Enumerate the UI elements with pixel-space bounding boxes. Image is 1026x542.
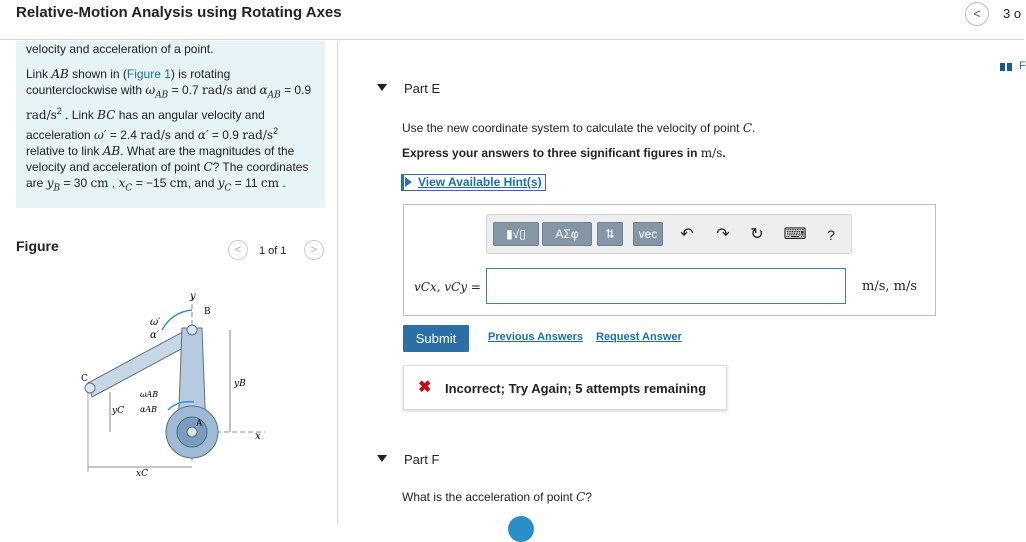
label-c: C — [81, 374, 88, 384]
answer-box — [403, 204, 936, 316]
greek-symbols-button[interactable]: ΑΣφ — [542, 222, 592, 246]
reset-icon[interactable]: ↻ — [750, 226, 764, 243]
redo-icon[interactable]: ↷ — [716, 226, 730, 243]
pin-c — [85, 383, 95, 393]
part-e-toggle-icon[interactable] — [377, 84, 387, 91]
problem-text: Link AB shown in (Figure 1) is rotating counterclockwise with $\omega_{AB} = 0.7$ rad/s and $\alpha_{AB} = 0.9$ rad/$s^2$ . Link BC has an angular velocity and acceleration ω′ = 2.4 rad/s and α′ = 0.9 rad/$s^2$ relative to link AB. What are the magnitudes of the velocity and acceleration of point C? The coordinates are $y_B = 30$ cm , $x_C = -15$ cm, and $y_C = 11$ cm . — [26, 67, 312, 194]
error-x-icon: ✖ — [418, 379, 432, 396]
label-x: x — [255, 431, 261, 442]
chevron-left-icon[interactable]: < — [965, 2, 989, 26]
part-e-title[interactable]: Part E — [404, 81, 441, 96]
keyboard-icon[interactable]: ⌨ — [783, 226, 807, 243]
answer-variable-label: vCx, vCy = — [414, 280, 481, 294]
label-alpha-ab: αAB — [140, 405, 158, 414]
side-panel-label[interactable]: F — [1019, 60, 1026, 72]
label-b: B — [204, 307, 211, 317]
header-bar — [0, 0, 1024, 40]
figure-heading: Figure — [16, 238, 59, 254]
page-title: Relative-Motion Analysis using Rotating Axes — [16, 4, 342, 21]
figure-counter: 1 of 1 — [259, 245, 287, 257]
request-answer-link[interactable]: Request Answer — [596, 331, 682, 343]
undo-icon[interactable]: ↶ — [680, 226, 694, 243]
label-omega-ab: ωAB — [140, 390, 159, 399]
part-f-question: What is the acceleration of point C? — [402, 490, 592, 504]
answer-units: m/s, m/s — [862, 279, 918, 294]
label-omega-prime: ω′ — [150, 317, 161, 328]
arrows-button[interactable]: ⇅ — [597, 222, 623, 246]
answer-input[interactable] — [486, 268, 846, 304]
label-yb: yB — [234, 379, 246, 389]
part-f-title[interactable]: Part F — [404, 452, 440, 467]
label-alpha-prime: α′ — [150, 330, 160, 341]
label-y: y — [190, 291, 196, 302]
problem-intro: velocity and acceleration of a point. — [26, 42, 214, 56]
figure-link[interactable]: Figure 1 — [126, 67, 171, 81]
page-counter: 3 o — [1003, 6, 1022, 21]
mechanism-figure — [70, 282, 290, 482]
part-e-instruction: Use the new coordinate system to calculate the velocity of point C. — [402, 121, 756, 135]
feedback-box — [403, 365, 727, 410]
label-xc: xC — [136, 469, 148, 479]
label-yc: yC — [112, 406, 124, 416]
part-f-toggle-icon[interactable] — [377, 455, 387, 462]
view-hints-link[interactable]: View Available Hint(s) — [401, 174, 546, 191]
book-icon[interactable] — [1000, 63, 1012, 71]
vector-button[interactable]: vec — [633, 222, 663, 246]
figure-next-button[interactable]: > — [304, 240, 324, 260]
problem-statement — [16, 41, 325, 208]
submit-button[interactable]: Submit — [403, 325, 469, 352]
panel-divider — [337, 41, 338, 523]
tutor-icon — [508, 516, 534, 542]
figure-prev-button[interactable]: < — [228, 240, 248, 260]
label-a: A — [196, 419, 203, 429]
math-toolbar — [486, 214, 852, 254]
help-icon[interactable]: ? — [827, 227, 835, 243]
feedback-text: Incorrect; Try Again; 5 attempts remaining — [445, 381, 707, 396]
part-e-units-instruction: Express your answers to three significant figures in m/s. — [402, 146, 726, 160]
previous-answers-link[interactable]: Previous Answers — [488, 331, 583, 343]
pin-b — [187, 325, 197, 335]
templates-button[interactable]: ▮√▯ — [493, 222, 539, 246]
